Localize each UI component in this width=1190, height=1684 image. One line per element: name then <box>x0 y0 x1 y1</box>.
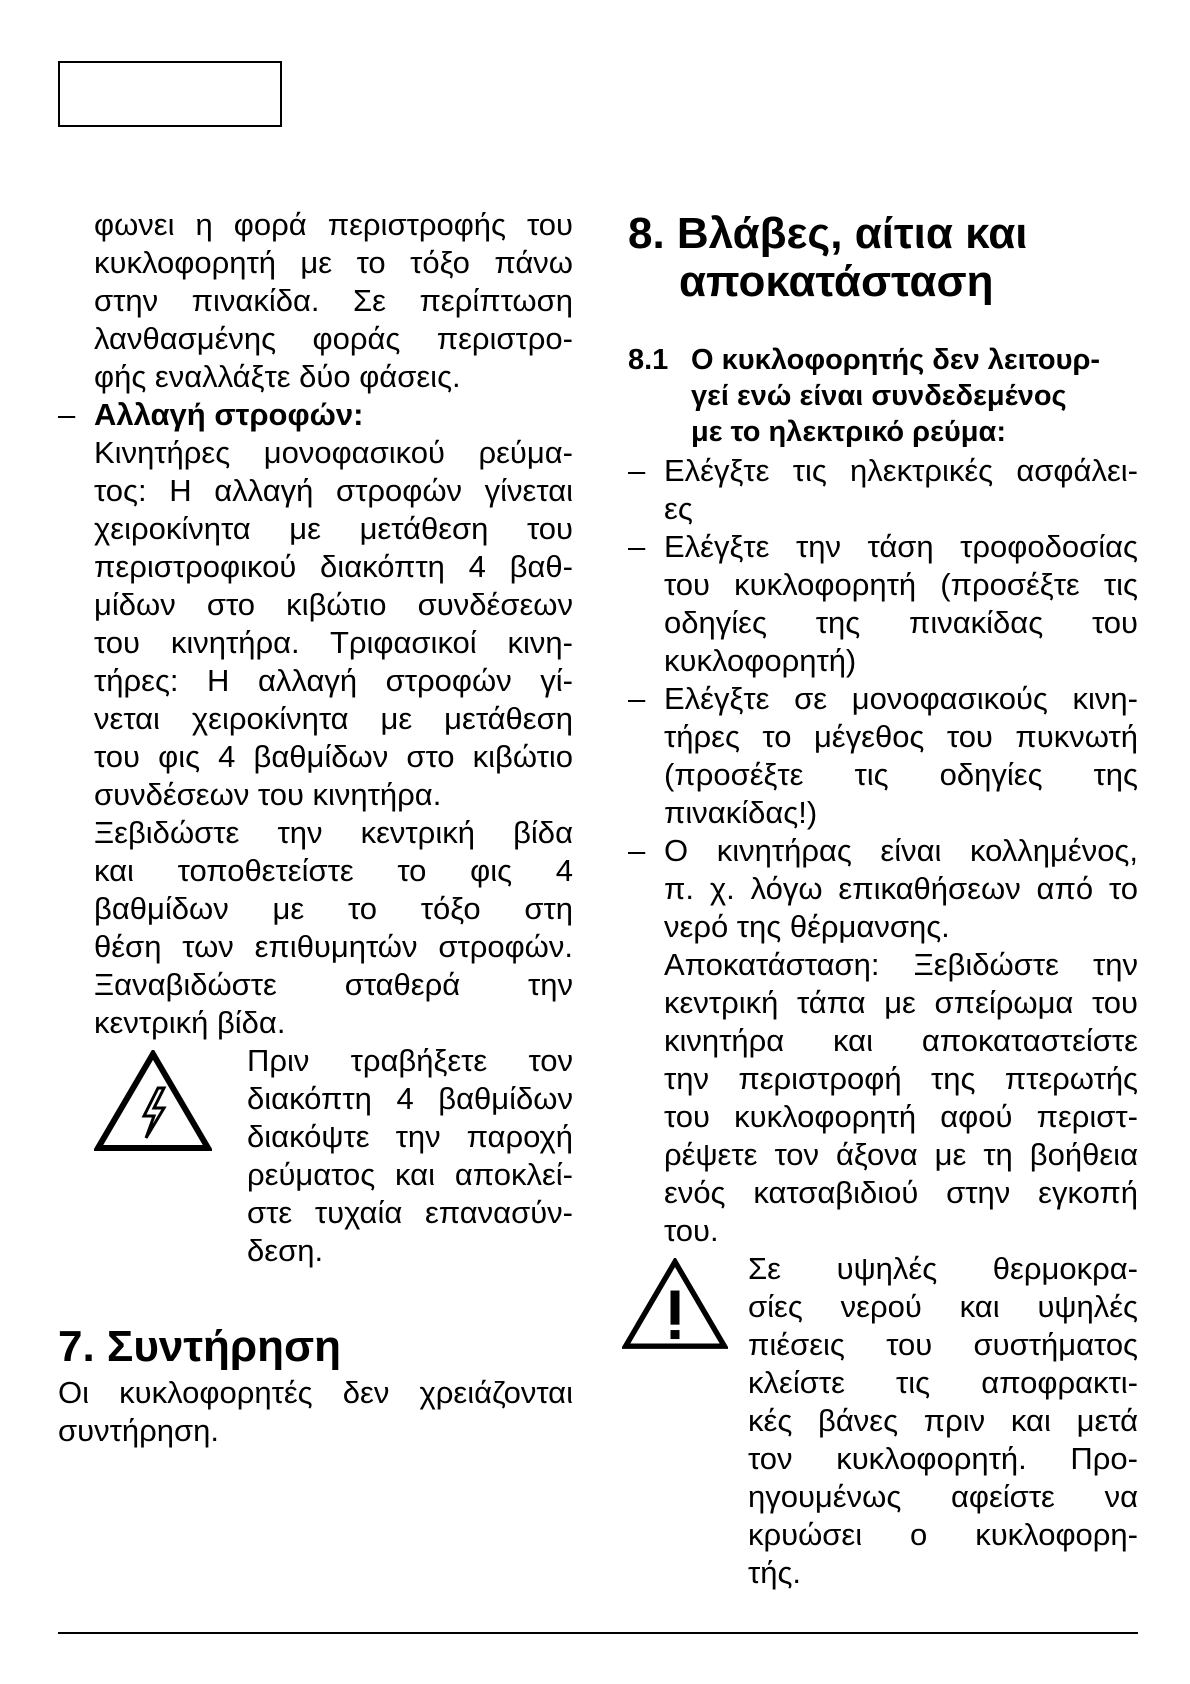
subsection-number: 8.1 <box>628 344 669 376</box>
text-line: Ο κινητήρας είναι κολλημένος, <box>664 833 1138 868</box>
text-line: του κυκλοφορητή (προσέξτε τις <box>664 567 1138 602</box>
text-line: τος: Η αλλαγή στροφών γίνεται <box>94 473 573 508</box>
text-line: του κινητήρα. Τριφασικοί κινη- <box>94 625 573 660</box>
text-line: Ο κυκλοφορητής δεν λειτουρ- <box>691 344 1101 376</box>
text-line: φωνει η φορά περιστροφής του <box>94 207 573 242</box>
text-line: (προσέξτε τις οδηγίες της <box>664 757 1138 792</box>
list-item <box>628 528 1138 680</box>
section-7-body <box>58 1374 573 1450</box>
general-warning-block <box>622 1250 1138 1592</box>
left-column <box>58 206 573 1270</box>
text-line: σίες νερού και υψηλές <box>748 1289 1138 1324</box>
text-line: Σε υψηλές θερμοκρα- <box>748 1251 1138 1286</box>
right-column <box>628 206 1138 1592</box>
text-line: του φις 4 βαθμίδων στο κιβώτιο <box>94 739 573 774</box>
text-line: του. <box>664 1213 719 1248</box>
text-line: Αποκατάσταση: Ξεβιδώστε την <box>664 947 1138 982</box>
general-warning-icon <box>622 1258 728 1350</box>
text-line: συντήρηση. <box>58 1413 219 1448</box>
text-line: κρυώσει ο κυκλοφορη- <box>748 1517 1138 1552</box>
text-line: νεται χειροκίνητα με μετάθεση <box>94 701 573 736</box>
text-line: νερό της θέρμανσης. <box>664 909 950 944</box>
electric-warning-block <box>94 1042 573 1270</box>
text-line: Ξαναβιδώστε σταθερά την <box>94 967 573 1002</box>
text-line: λανθασμένης φοράς περιστρο- <box>94 321 573 356</box>
dash-bullet: – <box>628 529 646 564</box>
text-line: φής εναλλάξτε δύο φάσεις. <box>94 359 461 394</box>
rotation-direction-continued <box>58 206 573 396</box>
text-line: κεντρική βίδα. <box>94 1005 286 1040</box>
text-line: Ελέγξτε τις ηλεκτρικές ασφάλει- <box>664 453 1138 488</box>
text-line: κυκλοφορητή με το τόξο πάνω <box>94 245 573 280</box>
text-line: κεντρική τάπα με σπείρωμα του <box>664 985 1138 1020</box>
text-line: συνδέσεων του κινητήρα. <box>94 777 442 812</box>
section-8-title <box>628 210 1138 306</box>
text-line: κυκλοφορητή) <box>664 643 857 678</box>
section-8-title-line: αποκατάσταση <box>679 257 994 306</box>
text-line: του κυκλοφορητή αφού περιστ- <box>664 1099 1138 1134</box>
text-line: στε τυχαία επανασύν- <box>247 1195 573 1230</box>
text-line: Πριν τραβήξετε τον <box>247 1043 573 1078</box>
text-line: βαθμίδων με το τόξο στη <box>94 891 573 926</box>
dash-bullet: – <box>628 453 646 488</box>
text-line: τής. <box>748 1555 802 1590</box>
list-item <box>628 452 1138 528</box>
dash-bullet: – <box>628 833 646 868</box>
dash-bullet: – <box>58 397 76 432</box>
text-line: π. χ. λόγω επικαθήσεων από το <box>664 871 1138 906</box>
text-line: κές βάνες πριν και μετά <box>748 1403 1138 1438</box>
speed-change-heading: Αλλαγή στροφών: <box>94 397 364 432</box>
page-number-box <box>58 61 282 127</box>
subsection-8-1-heading <box>628 342 1138 450</box>
text-line: την περιστροφή της πτερωτής <box>664 1061 1138 1096</box>
list-item <box>628 680 1138 832</box>
section-8-title-line: 8. Βλάβες, αίτια και <box>628 209 1028 258</box>
section-7-title: 7. Συντήρηση <box>58 1322 341 1371</box>
speed-change-item <box>58 396 573 1042</box>
text-line: χειροκίνητα με μετάθεση του <box>94 511 573 546</box>
text-line: ρέψετε τον άξονα με τη βοήθεια <box>664 1137 1138 1172</box>
text-line: ηγουμένως αφείστε να <box>748 1479 1138 1514</box>
text-line: ενός κατσαβιδιού στην εγκοπή <box>664 1175 1138 1210</box>
text-line: Ξεβιδώστε την κεντρική βίδα <box>94 815 573 850</box>
text-line: οδηγίες της πινακίδας του <box>664 605 1138 640</box>
list-item <box>628 832 1138 1250</box>
dash-bullet: – <box>628 681 646 716</box>
text-line: Οι κυκλοφορητές δεν χρειάζονται <box>58 1375 573 1410</box>
text-line: ες <box>664 491 693 526</box>
text-line: πιέσεις του συστήματος <box>748 1327 1138 1362</box>
text-line: μίδων στο κιβώτιο συνδέσεων <box>94 587 573 622</box>
text-line: ρεύματος και αποκλεί- <box>247 1157 573 1192</box>
text-line: θέση των επιθυμητών στροφών. <box>94 929 573 964</box>
text-line: τον κυκλοφορητή. Προ- <box>748 1441 1138 1476</box>
text-line: δεση. <box>247 1233 324 1268</box>
text-line: διακόψτε την παροχή <box>247 1119 573 1154</box>
electric-hazard-icon <box>94 1050 212 1152</box>
text-line: γεί ενώ είναι συνδεδεμένος <box>691 380 1067 412</box>
text-line: και τοποθετείστε το φις 4 <box>94 853 573 888</box>
text-line: με το ηλεκτρικό ρεύμα: <box>691 416 1006 448</box>
text-line: Ελέγξτε την τάση τροφοδοσίας <box>664 529 1138 564</box>
text-line: στην πινακίδα. Σε περίπτωση <box>94 283 573 318</box>
text-line: πινακίδας!) <box>664 795 818 830</box>
text-line: περιστροφικού διακόπτη 4 βαθ- <box>94 549 573 584</box>
text-line: διακόπτη 4 βαθμίδων <box>247 1081 573 1116</box>
text-line: κλείστε τις αποφρακτι- <box>748 1365 1138 1400</box>
text-line: Κινητήρες μονοφασικού ρεύμα- <box>94 435 573 470</box>
text-line: τήρες το μέγεθος του πυκνωτή <box>664 719 1138 754</box>
text-line: τήρες: Η αλλαγή στροφών γί- <box>94 663 573 698</box>
text-line: κινητήρα και αποκαταστείστε <box>664 1023 1138 1058</box>
text-line: Ελέγξτε σε μονοφασικούς κινη- <box>664 681 1138 716</box>
footer-rule <box>58 1632 1138 1634</box>
